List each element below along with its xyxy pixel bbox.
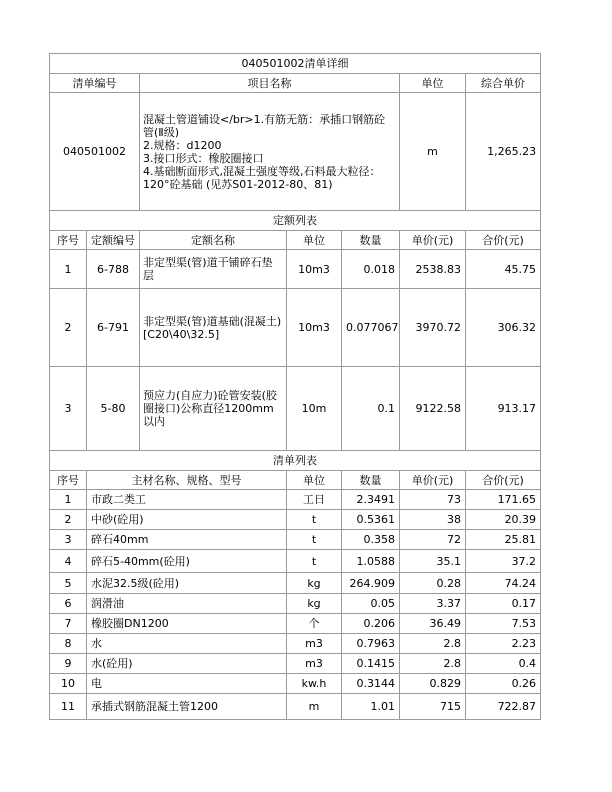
material-total: 37.2 [466,550,541,573]
material-price: 73 [400,490,466,510]
material-unit: m [287,694,342,720]
quota-total: 306.32 [466,289,541,367]
material-seq: 6 [50,594,87,614]
material-qty: 2.3491 [342,490,400,510]
material-price: 0.28 [400,573,466,594]
bill-code-header: 清单编号 [50,74,140,93]
material-seq: 2 [50,510,87,530]
material-qty: 1.01 [342,694,400,720]
material-unit: kg [287,573,342,594]
quota-header-row [50,231,541,250]
material-total: 0.26 [466,674,541,694]
material-name: 碎石5-40mm(砼用) [87,550,287,573]
material-section-title: 清单列表 [50,451,541,471]
material-total: 20.39 [466,510,541,530]
quota-price: 9122.58 [400,367,466,451]
material-seq: 4 [50,550,87,573]
material-price: 0.829 [400,674,466,694]
bill-row [50,93,541,211]
bill-unit-header: 单位 [400,74,466,93]
material-name-header: 主材名称、规格、型号 [87,471,287,490]
material-row [50,510,541,530]
quota-qty: 0.077067 [342,289,400,367]
material-unit: m3 [287,634,342,654]
quota-row [50,250,541,289]
quota-name: 非定型渠(管)道基础(混凝土)[C20\40\32.5] [140,289,287,367]
material-total: 74.24 [466,573,541,594]
material-row [50,634,541,654]
quota-code: 6-791 [87,289,140,367]
quota-seq: 2 [50,289,87,367]
material-name: 水 [87,634,287,654]
bill-unit: m [400,93,466,211]
material-name: 中砂(砼用) [87,510,287,530]
material-name: 润滑油 [87,594,287,614]
material-total: 7.53 [466,614,541,634]
bill-code: 040501002 [50,93,140,211]
material-row [50,594,541,614]
quota-unit: 10m3 [287,289,342,367]
quota-seq-header: 序号 [50,231,87,250]
quota-unit-header: 单位 [287,231,342,250]
quota-section-title: 定额列表 [50,211,541,231]
material-qty: 0.5361 [342,510,400,530]
material-total: 722.87 [466,694,541,720]
material-seq: 9 [50,654,87,674]
quota-unit: 10m [287,367,342,451]
bill-header-row [50,74,541,93]
material-price: 2.8 [400,634,466,654]
material-row [50,614,541,634]
material-price: 38 [400,510,466,530]
material-section-row [50,451,541,471]
material-qty: 264.909 [342,573,400,594]
quota-unit: 10m3 [287,250,342,289]
quota-code: 5-80 [87,367,140,451]
quota-code-header: 定额编号 [87,231,140,250]
material-unit-header: 单位 [287,471,342,490]
material-name: 水泥32.5级(砼用) [87,573,287,594]
material-qty: 0.1415 [342,654,400,674]
material-name: 橡胶圈DN1200 [87,614,287,634]
bill-price: 1,265.23 [466,93,541,211]
material-name: 承插式钢筋混凝土管1200 [87,694,287,720]
material-name: 市政二类工 [87,490,287,510]
material-name: 碎石40mm [87,530,287,550]
material-seq: 1 [50,490,87,510]
quota-seq: 3 [50,367,87,451]
material-qty-header: 数量 [342,471,400,490]
material-price: 35.1 [400,550,466,573]
material-qty: 0.358 [342,530,400,550]
material-total: 2.23 [466,634,541,654]
material-qty: 0.7963 [342,634,400,654]
title-row [50,54,541,74]
material-name: 电 [87,674,287,694]
material-total: 25.81 [466,530,541,550]
material-seq: 8 [50,634,87,654]
table-title: 040501002清单详细 [50,54,541,74]
quota-qty-header: 数量 [342,231,400,250]
material-qty: 0.3144 [342,674,400,694]
material-unit: kg [287,594,342,614]
material-price: 36.49 [400,614,466,634]
material-price-header: 单价(元) [400,471,466,490]
quota-row [50,289,541,367]
material-unit: 个 [287,614,342,634]
material-qty: 0.206 [342,614,400,634]
quota-qty: 0.1 [342,367,400,451]
material-header-row [50,471,541,490]
material-total-header: 合价(元) [466,471,541,490]
quota-name-header: 定额名称 [140,231,287,250]
material-row [50,530,541,550]
material-row [50,674,541,694]
material-total: 0.17 [466,594,541,614]
quota-price-header: 单价(元) [400,231,466,250]
quota-row [50,367,541,451]
material-seq: 10 [50,674,87,694]
quota-price: 3970.72 [400,289,466,367]
material-seq: 7 [50,614,87,634]
material-unit: m3 [287,654,342,674]
material-row [50,573,541,594]
material-price: 715 [400,694,466,720]
material-price: 2.8 [400,654,466,674]
material-unit: t [287,530,342,550]
quota-seq: 1 [50,250,87,289]
material-row [50,654,541,674]
bill-description: 混凝土管道铺设</br>1.有筋无筋：承插口钢筋砼管(Ⅱ级) 2.规格：d1200 3.接口形式：橡胶圈接口 4.基础断面形式,混凝土强度等级,石料最大粒径：120°砼基础 (见苏S01-2012-80、81) [140,93,400,211]
material-price: 3.37 [400,594,466,614]
material-unit: t [287,550,342,573]
material-seq: 11 [50,694,87,720]
material-seq: 3 [50,530,87,550]
quota-total: 913.17 [466,367,541,451]
bill-name-header: 项目名称 [140,74,400,93]
material-total: 171.65 [466,490,541,510]
material-qty: 0.05 [342,594,400,614]
material-seq: 5 [50,573,87,594]
quota-qty: 0.018 [342,250,400,289]
material-unit: t [287,510,342,530]
quota-name: 非定型渠(管)道干铺碎石垫层 [140,250,287,289]
bill-detail-table [49,53,541,720]
quota-name: 预应力(自应力)砼管安装(胶圈接口)公称直径1200mm以内 [140,367,287,451]
material-total: 0.4 [466,654,541,674]
material-row [50,490,541,510]
quota-price: 2538.83 [400,250,466,289]
quota-section-row [50,211,541,231]
material-unit: kw.h [287,674,342,694]
quota-total: 45.75 [466,250,541,289]
material-price: 72 [400,530,466,550]
quota-code: 6-788 [87,250,140,289]
material-seq-header: 序号 [50,471,87,490]
bill-price-header: 综合单价 [466,74,541,93]
quota-total-header: 合价(元) [466,231,541,250]
material-row [50,694,541,720]
material-name: 水(砼用) [87,654,287,674]
material-row [50,550,541,573]
material-qty: 1.0588 [342,550,400,573]
material-unit: 工日 [287,490,342,510]
